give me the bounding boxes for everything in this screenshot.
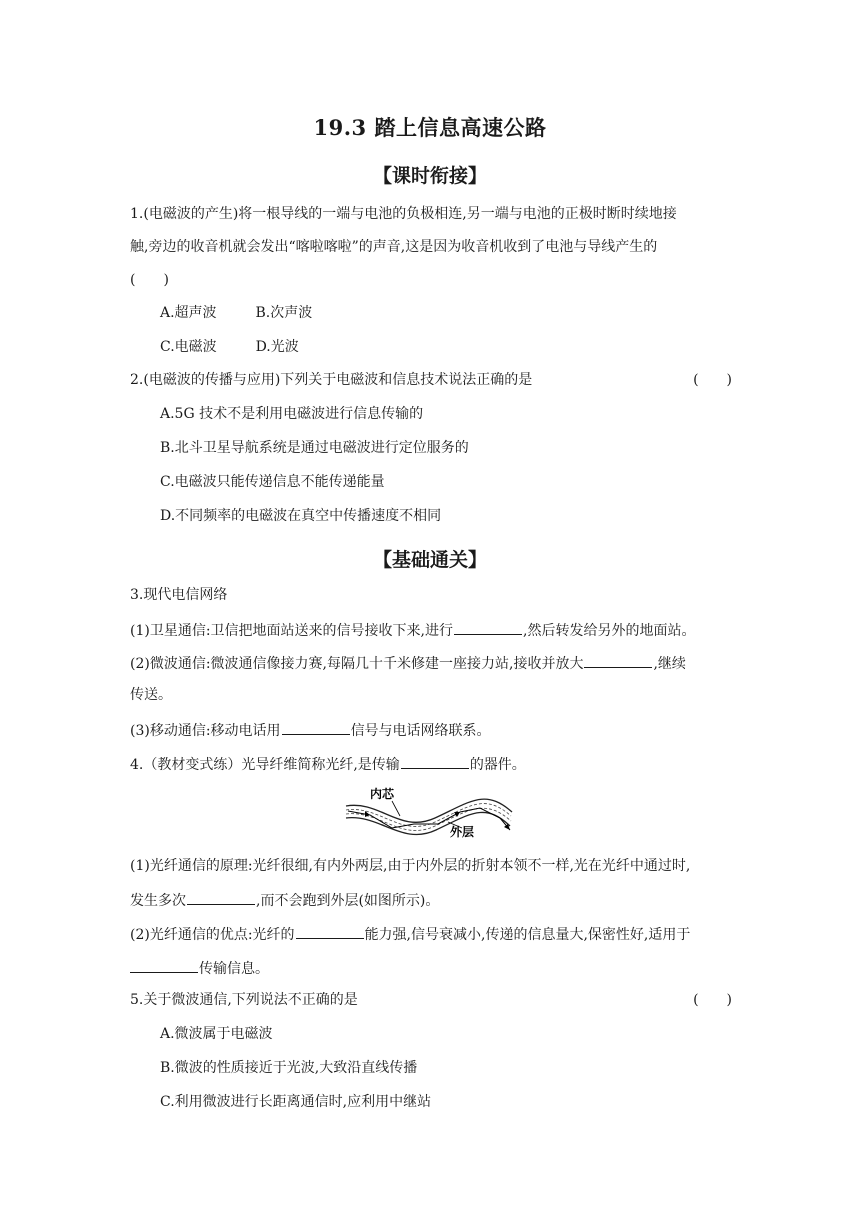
q1-options-row-1 xyxy=(160,303,762,323)
fill-blank[interactable] xyxy=(584,652,652,668)
fill-blank[interactable] xyxy=(282,719,350,735)
q3-part-1-text-b: ,然后转发给另外的地面站。 xyxy=(523,623,696,639)
q1-option-c: C.电磁波 xyxy=(160,339,217,355)
q3-part-3-text-a: (3)移动通信:移动电话用 xyxy=(130,723,281,739)
q4-stem-text-a: 4.（教材变式练）光导纤维简称光纤,是传输 xyxy=(130,757,400,773)
q4-part-2-text-b: 能力强,信号衰减小,传递的信息量大,保密性好,适用于 xyxy=(364,927,691,943)
q4-part-1-text-b: 发生多次 xyxy=(130,893,186,909)
fill-blank[interactable] xyxy=(401,753,469,769)
q5-option-c: C.利用微波进行长距离通信时,应利用中继站 xyxy=(160,1094,432,1110)
q1-option-d: D.光波 xyxy=(255,339,299,355)
q1-options-row-2 xyxy=(160,337,762,357)
q2-option-d: D.不同频率的电磁波在真空中传播速度不相同 xyxy=(160,508,442,524)
q4-stem xyxy=(130,753,732,775)
label-leader-inner xyxy=(392,801,400,816)
q3-part-2-continuation: 传送。 xyxy=(130,687,172,703)
q2-stem: 2.(电磁波的传播与应用)下列关于电磁波和信息技术说法正确的是 xyxy=(130,372,533,388)
q1-option-b: B.次声波 xyxy=(255,305,313,321)
q4-part-2-continuation xyxy=(130,957,732,979)
fill-blank[interactable] xyxy=(454,619,522,635)
label-inner-core: 内芯 xyxy=(370,787,395,801)
section-heading-basics: 【基础通关】 xyxy=(372,549,487,571)
q4-part-2 xyxy=(130,923,732,945)
fill-blank[interactable] xyxy=(296,923,364,939)
q4-part-1-continuation xyxy=(130,889,732,911)
q5-stem-row xyxy=(130,990,732,1010)
q3-part-3 xyxy=(130,719,732,741)
q2-option-c: C.电磁波只能传递信息不能传递能量 xyxy=(160,474,385,490)
section-heading-lesson-link: 【课时衔接】 xyxy=(372,165,487,187)
q3-part-2 xyxy=(130,652,732,674)
q1-stem-line-1: 1.(电磁波的产生)将一根导线的一端与电池的负极相连,另一端与电池的正极时断时续地接 xyxy=(130,206,677,222)
fill-blank[interactable] xyxy=(187,889,255,905)
optical-fiber-svg xyxy=(340,784,520,840)
label-outer-layer: 外层 xyxy=(450,825,475,839)
q5-option-b: B.微波的性质接近于光波,大致沿直线传播 xyxy=(160,1060,418,1076)
q1-stem-line-2: 触,旁边的收音机就会发出“喀啦喀啦”的声音,这是因为收音机收到了电池与导线产生的 xyxy=(130,239,658,255)
fiber-outer-wall-top xyxy=(346,799,512,822)
q1-answer-paren: ( ) xyxy=(130,272,169,288)
q3-stem: 3.现代电信网络 xyxy=(130,587,228,603)
q2-stem-row xyxy=(130,370,732,390)
q3-part-3-text-b: 信号与电话网络联系。 xyxy=(350,723,491,739)
q2-option-b: B.北斗卫星导航系统是通过电磁波进行定位服务的 xyxy=(160,440,469,456)
q2-answer-paren: ( ) xyxy=(693,372,732,388)
q3-part-2-text-a: (2)微波通信:微波通信像接力赛,每隔几十千米修建一座接力站,接收并放大 xyxy=(130,656,584,672)
q1-option-a: A.超声波 xyxy=(160,305,217,321)
q3-part-2-text-b: ,继续 xyxy=(653,656,686,672)
q5-option-a: A.微波属于电磁波 xyxy=(160,1026,273,1042)
fill-blank[interactable] xyxy=(130,957,198,973)
q3-part-1 xyxy=(130,619,732,641)
q4-part-2-text-a: (2)光纤通信的优点:光纤的 xyxy=(130,927,295,943)
light-ray-path xyxy=(348,808,510,830)
q2-option-a: A.5G 技术不是利用电磁波进行信息传输的 xyxy=(160,406,424,422)
q5-answer-paren: ( ) xyxy=(693,992,732,1008)
q4-part-2-text-c: 传输信息。 xyxy=(199,961,269,977)
q4-stem-text-b: 的器件。 xyxy=(469,757,526,773)
optical-fiber-diagram xyxy=(340,784,520,840)
q4-part-1: (1)光纤通信的原理:光纤很细,有内外两层,由于内外层的折射本领不一样,光在光纤中通过时, xyxy=(130,858,691,874)
q4-part-1-text-c: ,而不会跑到外层(如图所示)。 xyxy=(256,893,440,909)
page-title: 19.3 踏上信息高速公路 xyxy=(313,115,547,140)
q5-stem: 5.关于微波通信,下列说法不正确的是 xyxy=(130,992,358,1008)
q3-part-1-text-a: (1)卫星通信:卫信把地面站送来的信号接收下来,进行 xyxy=(130,623,453,639)
